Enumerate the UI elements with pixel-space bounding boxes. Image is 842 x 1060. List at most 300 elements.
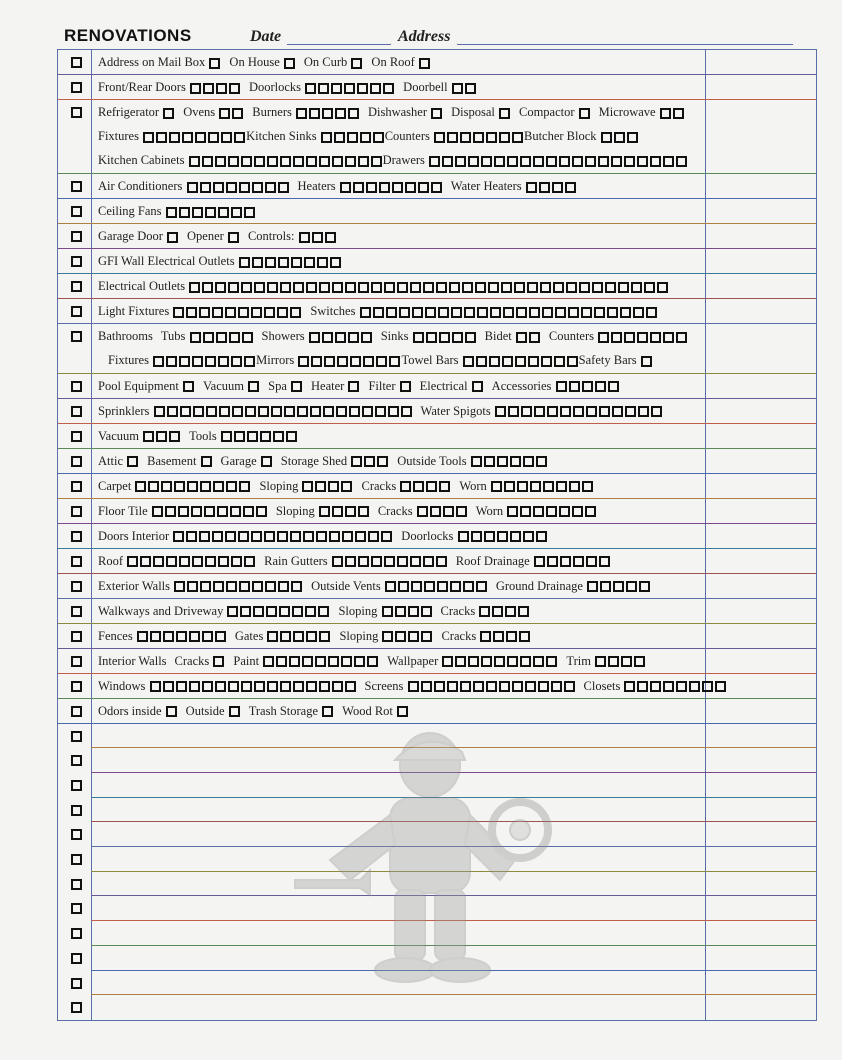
item-checkbox[interactable]: [436, 282, 447, 293]
item-checkbox[interactable]: [644, 282, 655, 293]
item-checkbox[interactable]: [383, 83, 394, 94]
item-checkbox[interactable]: [373, 307, 384, 318]
item-checkbox[interactable]: [506, 631, 517, 642]
item-checkbox[interactable]: [229, 332, 240, 343]
item-checkbox[interactable]: [205, 556, 216, 567]
item-checkbox[interactable]: [479, 606, 490, 617]
item-checkbox[interactable]: [273, 431, 284, 442]
item-checkbox[interactable]: [533, 506, 544, 517]
item-checkbox[interactable]: [560, 406, 571, 417]
item-checkbox[interactable]: [239, 481, 250, 492]
item-checkbox[interactable]: [271, 406, 282, 417]
item-checkbox[interactable]: [382, 606, 393, 617]
item-checkbox[interactable]: [637, 681, 648, 692]
row-checkbox[interactable]: [71, 431, 82, 442]
row-checkbox[interactable]: [71, 631, 82, 642]
item-checkbox[interactable]: [239, 581, 250, 592]
item-checkbox[interactable]: [176, 681, 187, 692]
item-checkbox[interactable]: [553, 282, 564, 293]
item-checkbox[interactable]: [317, 257, 328, 268]
item-checkbox[interactable]: [296, 108, 307, 119]
item-checkbox[interactable]: [388, 406, 399, 417]
item-checkbox[interactable]: [330, 257, 341, 268]
item-checkbox[interactable]: [627, 132, 638, 143]
item-checkbox[interactable]: [547, 556, 558, 567]
item-checkbox[interactable]: [150, 631, 161, 642]
item-checkbox[interactable]: [260, 431, 271, 442]
row-checkbox[interactable]: [71, 82, 82, 93]
item-checkbox[interactable]: [169, 431, 180, 442]
item-checkbox[interactable]: [276, 656, 287, 667]
item-checkbox[interactable]: [254, 156, 265, 167]
item-checkbox[interactable]: [481, 656, 492, 667]
item-checkbox[interactable]: [510, 456, 521, 467]
item-checkbox[interactable]: [322, 108, 333, 119]
item-checkbox[interactable]: [289, 656, 300, 667]
item-checkbox[interactable]: [425, 307, 436, 318]
item-checkbox[interactable]: [318, 83, 329, 94]
item-checkbox[interactable]: [278, 182, 289, 193]
item-checkbox[interactable]: [613, 581, 624, 592]
item-checkbox[interactable]: [507, 156, 518, 167]
item-checkbox[interactable]: [569, 381, 580, 392]
item-checkbox[interactable]: [471, 456, 482, 467]
item-checkbox[interactable]: [430, 506, 441, 517]
item-checkbox[interactable]: [187, 581, 198, 592]
item-checkbox[interactable]: [702, 681, 713, 692]
item-checkbox[interactable]: [241, 681, 252, 692]
item-checkbox[interactable]: [302, 481, 313, 492]
item-checkbox[interactable]: [186, 531, 197, 542]
row-checkbox[interactable]: [71, 206, 82, 217]
item-checkbox[interactable]: [371, 282, 382, 293]
item-checkbox[interactable]: [280, 631, 291, 642]
item-checkbox[interactable]: [345, 506, 356, 517]
item-checkbox[interactable]: [423, 556, 434, 567]
item-checkbox[interactable]: [347, 132, 358, 143]
item-checkbox[interactable]: [434, 681, 445, 692]
item-checkbox[interactable]: [225, 307, 236, 318]
item-checkbox[interactable]: [278, 581, 289, 592]
item-checkbox[interactable]: [284, 406, 295, 417]
item-checkbox[interactable]: [322, 332, 333, 343]
item-checkbox[interactable]: [189, 631, 200, 642]
item-checkbox[interactable]: [611, 332, 622, 343]
item-checkbox[interactable]: [264, 307, 275, 318]
item-checkbox[interactable]: [598, 156, 609, 167]
item-checkbox[interactable]: [166, 556, 177, 567]
item-checkbox[interactable]: [258, 406, 269, 417]
item-checkbox[interactable]: [458, 531, 469, 542]
item-checkbox[interactable]: [310, 406, 321, 417]
item-checkbox[interactable]: [492, 606, 503, 617]
item-checkbox[interactable]: [183, 381, 194, 392]
item-checkbox[interactable]: [362, 406, 373, 417]
item-checkbox[interactable]: [319, 631, 330, 642]
item-checkbox[interactable]: [434, 132, 445, 143]
item-checkbox[interactable]: [217, 506, 228, 517]
item-checkbox[interactable]: [244, 556, 255, 567]
item-checkbox[interactable]: [321, 132, 332, 143]
item-checkbox[interactable]: [516, 307, 527, 318]
item-checkbox[interactable]: [291, 581, 302, 592]
item-checkbox[interactable]: [595, 656, 606, 667]
item-checkbox[interactable]: [238, 531, 249, 542]
item-checkbox[interactable]: [189, 681, 200, 692]
item-checkbox[interactable]: [306, 681, 317, 692]
item-checkbox[interactable]: [309, 108, 320, 119]
item-checkbox[interactable]: [624, 156, 635, 167]
item-checkbox[interactable]: [256, 506, 267, 517]
item-checkbox[interactable]: [202, 282, 213, 293]
row-checkbox[interactable]: [71, 506, 82, 517]
item-checkbox[interactable]: [357, 83, 368, 94]
item-checkbox[interactable]: [451, 307, 462, 318]
item-checkbox[interactable]: [167, 406, 178, 417]
item-checkbox[interactable]: [523, 531, 534, 542]
row-checkbox[interactable]: [71, 854, 82, 865]
item-checkbox[interactable]: [228, 232, 239, 243]
item-checkbox[interactable]: [411, 581, 422, 592]
item-checkbox[interactable]: [452, 83, 463, 94]
item-checkbox[interactable]: [507, 656, 518, 667]
item-checkbox[interactable]: [267, 282, 278, 293]
item-checkbox[interactable]: [539, 182, 550, 193]
item-checkbox[interactable]: [344, 83, 355, 94]
row-checkbox[interactable]: [71, 107, 82, 118]
item-checkbox[interactable]: [520, 506, 531, 517]
item-checkbox[interactable]: [463, 356, 474, 367]
item-checkbox[interactable]: [381, 531, 392, 542]
item-checkbox[interactable]: [351, 58, 362, 69]
item-checkbox[interactable]: [521, 406, 532, 417]
row-checkbox[interactable]: [71, 879, 82, 890]
item-checkbox[interactable]: [293, 681, 304, 692]
item-checkbox[interactable]: [342, 531, 353, 542]
item-checkbox[interactable]: [398, 581, 409, 592]
item-checkbox[interactable]: [384, 282, 395, 293]
item-checkbox[interactable]: [341, 656, 352, 667]
item-checkbox[interactable]: [663, 156, 674, 167]
item-checkbox[interactable]: [192, 356, 203, 367]
item-checkbox[interactable]: [572, 506, 583, 517]
item-checkbox[interactable]: [234, 132, 245, 143]
item-checkbox[interactable]: [488, 282, 499, 293]
item-checkbox[interactable]: [501, 282, 512, 293]
item-checkbox[interactable]: [336, 406, 347, 417]
item-checkbox[interactable]: [546, 656, 557, 667]
item-checkbox[interactable]: [439, 481, 450, 492]
item-checkbox[interactable]: [564, 681, 575, 692]
item-checkbox[interactable]: [358, 506, 369, 517]
item-checkbox[interactable]: [345, 282, 356, 293]
item-checkbox[interactable]: [499, 681, 510, 692]
item-checkbox[interactable]: [614, 132, 625, 143]
item-checkbox[interactable]: [565, 182, 576, 193]
item-checkbox[interactable]: [358, 156, 369, 167]
item-checkbox[interactable]: [447, 132, 458, 143]
item-checkbox[interactable]: [620, 307, 631, 318]
item-checkbox[interactable]: [436, 556, 447, 567]
row-checkbox[interactable]: [71, 805, 82, 816]
item-checkbox[interactable]: [325, 232, 336, 243]
row-checkbox[interactable]: [71, 606, 82, 617]
item-checkbox[interactable]: [213, 581, 224, 592]
item-checkbox[interactable]: [465, 332, 476, 343]
item-checkbox[interactable]: [566, 282, 577, 293]
item-checkbox[interactable]: [547, 406, 558, 417]
item-checkbox[interactable]: [410, 556, 421, 567]
item-checkbox[interactable]: [153, 556, 164, 567]
item-checkbox[interactable]: [267, 156, 278, 167]
item-checkbox[interactable]: [231, 207, 242, 218]
item-checkbox[interactable]: [264, 531, 275, 542]
item-checkbox[interactable]: [231, 556, 242, 567]
item-checkbox[interactable]: [527, 282, 538, 293]
item-checkbox[interactable]: [518, 606, 529, 617]
item-checkbox[interactable]: [543, 481, 554, 492]
item-checkbox[interactable]: [332, 556, 343, 567]
item-checkbox[interactable]: [143, 132, 154, 143]
item-checkbox[interactable]: [277, 307, 288, 318]
item-checkbox[interactable]: [348, 381, 359, 392]
item-checkbox[interactable]: [502, 356, 513, 367]
item-checkbox[interactable]: [213, 182, 224, 193]
item-checkbox[interactable]: [464, 307, 475, 318]
item-checkbox[interactable]: [560, 556, 571, 567]
item-checkbox[interactable]: [493, 631, 504, 642]
item-checkbox[interactable]: [624, 332, 635, 343]
item-checkbox[interactable]: [608, 656, 619, 667]
item-checkbox[interactable]: [203, 332, 214, 343]
row-checkbox[interactable]: [71, 1002, 82, 1013]
item-checkbox[interactable]: [401, 406, 412, 417]
item-checkbox[interactable]: [189, 156, 200, 167]
item-checkbox[interactable]: [174, 581, 185, 592]
item-checkbox[interactable]: [231, 356, 242, 367]
item-checkbox[interactable]: [499, 132, 510, 143]
item-checkbox[interactable]: [178, 506, 189, 517]
row-checkbox[interactable]: [71, 903, 82, 914]
item-checkbox[interactable]: [504, 481, 515, 492]
item-checkbox[interactable]: [161, 481, 172, 492]
item-checkbox[interactable]: [497, 456, 508, 467]
item-checkbox[interactable]: [252, 257, 263, 268]
item-checkbox[interactable]: [625, 406, 636, 417]
item-checkbox[interactable]: [150, 681, 161, 692]
item-checkbox[interactable]: [199, 531, 210, 542]
item-checkbox[interactable]: [455, 156, 466, 167]
item-checkbox[interactable]: [335, 108, 346, 119]
item-checkbox[interactable]: [358, 556, 369, 567]
item-checkbox[interactable]: [306, 631, 317, 642]
item-checkbox[interactable]: [676, 681, 687, 692]
item-checkbox[interactable]: [494, 656, 505, 667]
item-checkbox[interactable]: [148, 481, 159, 492]
item-checkbox[interactable]: [254, 681, 265, 692]
item-checkbox[interactable]: [481, 156, 492, 167]
item-checkbox[interactable]: [251, 307, 262, 318]
item-checkbox[interactable]: [517, 481, 528, 492]
item-checkbox[interactable]: [265, 182, 276, 193]
item-checkbox[interactable]: [293, 282, 304, 293]
item-checkbox[interactable]: [187, 481, 198, 492]
item-checkbox[interactable]: [225, 531, 236, 542]
item-checkbox[interactable]: [180, 406, 191, 417]
item-checkbox[interactable]: [216, 83, 227, 94]
item-checkbox[interactable]: [228, 282, 239, 293]
row-checkbox[interactable]: [71, 780, 82, 791]
item-checkbox[interactable]: [468, 656, 479, 667]
item-checkbox[interactable]: [507, 506, 518, 517]
item-checkbox[interactable]: [332, 681, 343, 692]
item-checkbox[interactable]: [585, 506, 596, 517]
item-checkbox[interactable]: [624, 681, 635, 692]
item-checkbox[interactable]: [319, 282, 330, 293]
item-checkbox[interactable]: [368, 531, 379, 542]
item-checkbox[interactable]: [437, 581, 448, 592]
item-checkbox[interactable]: [205, 356, 216, 367]
item-checkbox[interactable]: [534, 556, 545, 567]
item-checkbox[interactable]: [221, 431, 232, 442]
item-checkbox[interactable]: [568, 307, 579, 318]
row-checkbox[interactable]: [71, 481, 82, 492]
item-checkbox[interactable]: [312, 232, 323, 243]
item-checkbox[interactable]: [163, 681, 174, 692]
item-checkbox[interactable]: [215, 156, 226, 167]
item-checkbox[interactable]: [503, 307, 514, 318]
item-checkbox[interactable]: [386, 307, 397, 318]
item-checkbox[interactable]: [468, 156, 479, 167]
item-checkbox[interactable]: [335, 332, 346, 343]
item-checkbox[interactable]: [376, 356, 387, 367]
item-checkbox[interactable]: [465, 83, 476, 94]
item-checkbox[interactable]: [202, 156, 213, 167]
item-checkbox[interactable]: [328, 481, 339, 492]
item-checkbox[interactable]: [278, 257, 289, 268]
item-checkbox[interactable]: [534, 406, 545, 417]
item-checkbox[interactable]: [280, 681, 291, 692]
item-checkbox[interactable]: [290, 307, 301, 318]
item-checkbox[interactable]: [520, 156, 531, 167]
item-checkbox[interactable]: [569, 481, 580, 492]
item-checkbox[interactable]: [419, 58, 430, 69]
item-checkbox[interactable]: [363, 356, 374, 367]
item-checkbox[interactable]: [638, 406, 649, 417]
item-checkbox[interactable]: [234, 431, 245, 442]
item-checkbox[interactable]: [353, 182, 364, 193]
item-checkbox[interactable]: [239, 257, 250, 268]
row-checkbox[interactable]: [71, 381, 82, 392]
item-checkbox[interactable]: [499, 108, 510, 119]
item-checkbox[interactable]: [243, 506, 254, 517]
item-checkbox[interactable]: [395, 631, 406, 642]
item-checkbox[interactable]: [633, 307, 644, 318]
item-checkbox[interactable]: [439, 332, 450, 343]
item-checkbox[interactable]: [332, 506, 343, 517]
item-checkbox[interactable]: [298, 356, 309, 367]
item-checkbox[interactable]: [373, 132, 384, 143]
item-checkbox[interactable]: [601, 132, 612, 143]
item-checkbox[interactable]: [127, 456, 138, 467]
item-checkbox[interactable]: [367, 656, 378, 667]
item-checkbox[interactable]: [195, 132, 206, 143]
item-checkbox[interactable]: [200, 182, 211, 193]
item-checkbox[interactable]: [165, 506, 176, 517]
item-checkbox[interactable]: [332, 156, 343, 167]
item-checkbox[interactable]: [244, 207, 255, 218]
item-checkbox[interactable]: [598, 332, 609, 343]
item-checkbox[interactable]: [201, 456, 212, 467]
item-checkbox[interactable]: [213, 481, 224, 492]
item-checkbox[interactable]: [241, 282, 252, 293]
item-checkbox[interactable]: [306, 156, 317, 167]
row-checkbox[interactable]: [71, 978, 82, 989]
item-checkbox[interactable]: [306, 282, 317, 293]
row-checkbox[interactable]: [71, 331, 82, 342]
item-checkbox[interactable]: [337, 356, 348, 367]
item-checkbox[interactable]: [245, 406, 256, 417]
item-checkbox[interactable]: [241, 156, 252, 167]
item-checkbox[interactable]: [520, 656, 531, 667]
row-checkbox[interactable]: [71, 656, 82, 667]
item-checkbox[interactable]: [586, 406, 597, 417]
item-checkbox[interactable]: [480, 631, 491, 642]
item-checkbox[interactable]: [286, 431, 297, 442]
item-checkbox[interactable]: [607, 307, 618, 318]
item-checkbox[interactable]: [426, 332, 437, 343]
item-checkbox[interactable]: [424, 581, 435, 592]
item-checkbox[interactable]: [600, 581, 611, 592]
item-checkbox[interactable]: [660, 108, 671, 119]
item-checkbox[interactable]: [169, 132, 180, 143]
item-checkbox[interactable]: [382, 631, 393, 642]
item-checkbox[interactable]: [397, 706, 408, 717]
item-checkbox[interactable]: [450, 581, 461, 592]
item-checkbox[interactable]: [508, 406, 519, 417]
item-checkbox[interactable]: [252, 581, 263, 592]
item-checkbox[interactable]: [187, 182, 198, 193]
item-checkbox[interactable]: [400, 381, 411, 392]
row-checkbox[interactable]: [71, 256, 82, 267]
item-checkbox[interactable]: [252, 182, 263, 193]
item-checkbox[interactable]: [421, 606, 432, 617]
item-checkbox[interactable]: [345, 156, 356, 167]
item-checkbox[interactable]: [646, 307, 657, 318]
item-checkbox[interactable]: [360, 132, 371, 143]
item-checkbox[interactable]: [291, 257, 302, 268]
item-checkbox[interactable]: [302, 656, 313, 667]
item-checkbox[interactable]: [324, 356, 335, 367]
row-checkbox[interactable]: [71, 681, 82, 692]
item-checkbox[interactable]: [212, 531, 223, 542]
item-checkbox[interactable]: [167, 232, 178, 243]
item-checkbox[interactable]: [191, 506, 202, 517]
item-checkbox[interactable]: [400, 481, 411, 492]
item-checkbox[interactable]: [328, 656, 339, 667]
item-checkbox[interactable]: [366, 182, 377, 193]
item-checkbox[interactable]: [179, 556, 190, 567]
item-checkbox[interactable]: [316, 531, 327, 542]
item-checkbox[interactable]: [361, 332, 372, 343]
item-checkbox[interactable]: [421, 631, 432, 642]
item-checkbox[interactable]: [216, 332, 227, 343]
row-checkbox[interactable]: [71, 755, 82, 766]
item-checkbox[interactable]: [206, 406, 217, 417]
item-checkbox[interactable]: [348, 108, 359, 119]
item-checkbox[interactable]: [350, 356, 361, 367]
item-checkbox[interactable]: [392, 182, 403, 193]
